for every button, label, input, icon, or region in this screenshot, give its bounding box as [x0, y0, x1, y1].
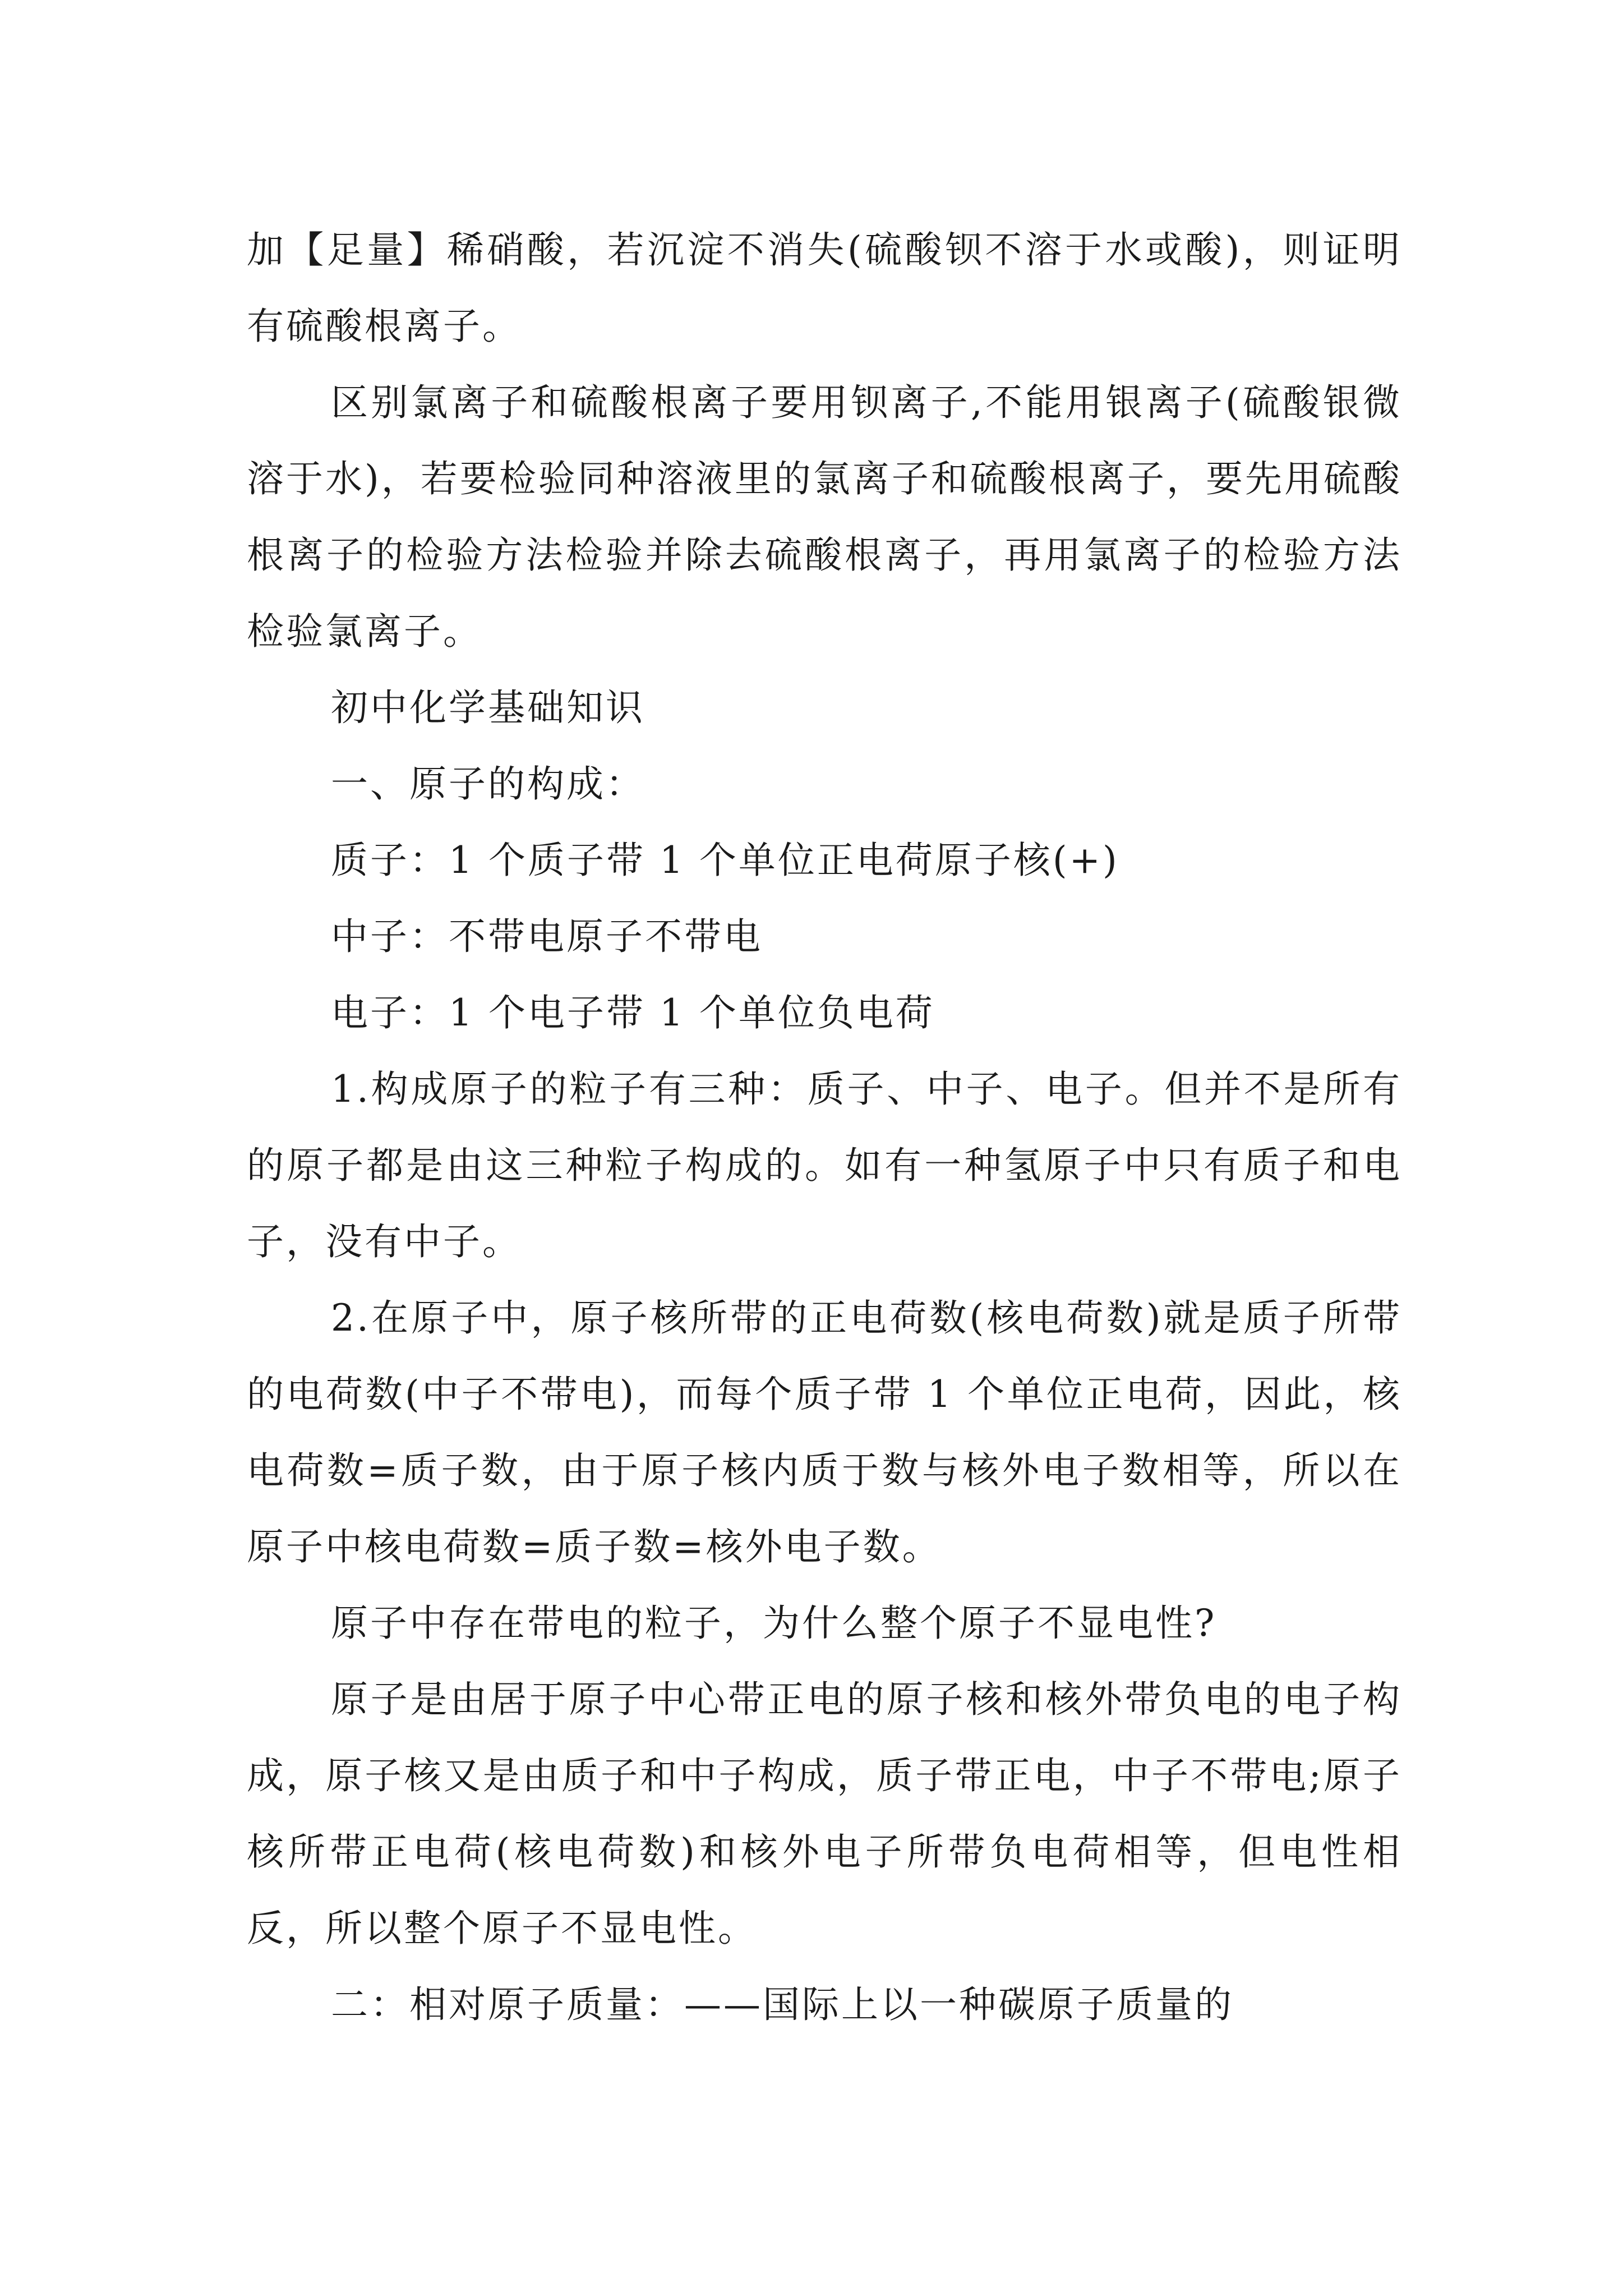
list-item-proton: 质子：1 个质子带 1 个单位正电荷原子核(+): [331, 839, 1119, 882]
paragraph-sulfate-test-conclusion: 加【足量】稀硝酸，若沉淀不消失(硫酸钡不溶于水或酸)，则证明有硫酸根离子。: [247, 228, 1402, 348]
document-body: [247, 212, 1402, 2043]
list-item-electron: 电子：1 个电子带 1 个单位负电荷: [331, 991, 935, 1034]
section-heading-chemistry-basics: 初中化学基础知识: [331, 686, 645, 729]
paragraph-point-2-charge: 2.在原子中，原子核所带的正电荷数(核电荷数)就是质子所带的电荷数(中子不带电)，而每个质子带 1 个单位正电荷，因此，核电荷数=质子数，由于原子核内质于数与核外电子数相等，所以在原子中核电荷数=质子数=核外电子数。: [247, 1296, 1402, 1568]
subheading-relative-atomic-mass: 二：相对原子质量：——国际上以一种碳原子质量的: [331, 1983, 1234, 2026]
paragraph-question-neutrality: 原子中存在带电的粒子，为什么整个原子不显电性?: [331, 1602, 1217, 1645]
paragraph-chloride-sulfate-distinction: 区别氯离子和硫酸根离子要用钡离子,不能用银离子(硫酸银微溶于水)，若要检验同种溶液里的氯离子和硫酸根离子，要先用硫酸根离子的检验方法检验并除去硫酸根离子，再用氯离子的检验方法检验氯离子。: [247, 381, 1402, 653]
list-item-neutron: 中子：不带电原子不带电: [331, 915, 763, 958]
paragraph-answer-neutrality: 原子是由居于原子中心带正电的原子核和核外带负电的电子构成，原子核又是由质子和中子构成，质子带正电，中子不带电;原子核所带正电荷(核电荷数)和核外电子所带负电荷相等，但电性相反，所以整个原子不显电性。: [247, 1678, 1402, 1950]
subheading-atom-structure: 一、原子的构成：: [331, 762, 645, 806]
paragraph-point-1-particles: 1.构成原子的粒子有三种：质子、中子、电子。但并不是所有的原子都是由这三种粒子构成的。如有一种氢原子中只有质子和电子，没有中子。: [247, 1068, 1402, 1263]
